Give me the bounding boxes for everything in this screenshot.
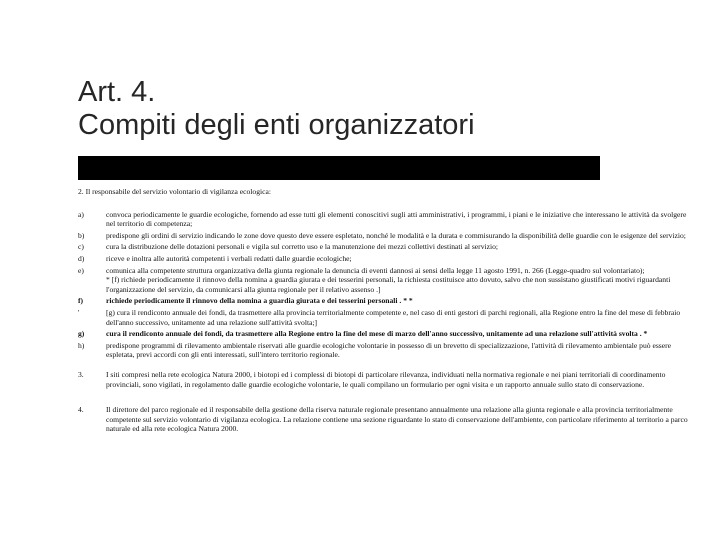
list-item-text [106,210,688,229]
list-item [78,266,688,295]
list-item-text [106,231,688,241]
list-item-marker: a) [78,209,84,219]
paragraph-text: I siti compresi nella rete ecologica Natura 2000, i biotopi ed i complessi di biotopi di particolare rilevanza, individuati nella normativa regionale e nei piani territoriali di coordinamento provinciali, sono vigilati, in regolamento dalle guardie ecologiche volontarie, le quali compilano un formulario per ogni visita e un rapporto annuale sullo stato di conservazione. [106,369,666,389]
list-item [78,308,688,327]
list-item-line: cura la distribuzione delle dotazioni personali e vigila sul corretto uso e la manutenzione dei mezzi collettivi destinati al servizio; [106,242,499,252]
list-item-line: richiede periodicamente il rinnovo della nomina a guardia giurata e dei tesserini personali . * * [106,296,413,306]
list-item [78,231,688,241]
list-item-text [106,266,688,295]
list-item-line: predispone programmi di rilevamento ambientale riservati alle guardie ecologiche volontarie in possesso di un brevetto di specializzazione, l'attività di rilevamento ambientale può essere espletata, previ accordi con gli enti interessati, sull'intero territorio regionale. [106,340,672,360]
list-item [78,242,688,252]
list-item-line: [g) cura il rendiconto annuale dei fondi, da trasmettere alla provincia territorialmente competente e, nel caso di enti gestori di parchi regionali, alla Regione entro la fine del mese di febbraio dell'anno successivo, unitamente ad una relazione sull'attività svolta;] [106,307,681,327]
list-item-text [106,242,688,252]
list-item [78,329,688,339]
list-item-text [106,329,688,339]
list-item [78,210,688,229]
paragraph-text: Il direttore del parco regionale ed il responsabile della gestione della riserva naturale regionale presentano annualmente una relazione alla giunta regionale e alla provincia territorialmente competente sul servizio volontario di vigilanza ecologica. La relazione contiene una sezione riguardante lo stato di conservazione dell'ambiente, con particolare riferimento al territorio a parco naturale ed alla rete ecologica Natura 2000. [106,405,688,434]
list-item-marker: e) [78,265,84,275]
list-item-marker: h) [78,340,85,350]
list-item-line: comunica alla competente struttura organizzativa della giunta regionale la denuncia di eventi dannosi ai sensi della legge 11 agosto 1991, n. 266 (Legge-quadro sul volontariato); [106,265,645,275]
title-divider-bar [78,156,600,180]
list-item-line: predispone gli ordini di servizio indicando le zone dove questo deve essere espletato, nonché le modalità e la durata e commisurando la disponibilità delle guardie con le esigenze del servizio; [106,230,686,240]
intro-text: 2. Il responsabile del servizio volontario di vigilanza ecologica: [78,187,271,196]
article-body [78,187,688,434]
paragraph-number: 4. [78,405,84,415]
list-item-marker: b) [78,230,85,240]
list-item-line: * [f) richiede periodicamente il rinnovo della nomina a guardia giurata e dei tesserini personali, la richiesta costituisce atto dovuto, salvo che non sussistano giustificati motivi riguardanti l'organizzazione del servizio, da comunicarsi alla giunta regionale per il relativo assenso .] [106,275,671,294]
list-item-marker: g) [78,329,85,339]
list-item-text [106,308,688,327]
list-item-marker: ' [78,307,80,317]
list-item [78,254,688,264]
title-line-1: Art. 4. [78,76,156,108]
list-item [78,296,688,306]
list-item-text [106,341,688,360]
list-item-marker: d) [78,253,85,263]
list-item-line: riceve e inoltra alle autorità competenti i verbali redatti dalle guardie ecologiche; [106,253,352,263]
page-title [78,76,678,142]
list-item-marker: f) [78,296,84,306]
list-item-line: convoca periodicamente le guardie ecologiche, fornendo ad esse tutti gli elementi conoscitivi sugli atti amministrativi, i programmi, i piani e le iniziative che interessano le attività da svolgere nel territorio di competenza; [106,209,687,229]
paragraph [78,405,688,434]
paragraph-number: 3. [78,369,84,379]
title-line-2: Compiti degli enti organizzatori [78,109,475,141]
list-item-marker: c) [78,242,84,252]
list-item-text [106,296,688,306]
list-item [78,341,688,360]
list-item-line: cura il rendiconto annuale dei fondi, da trasmettere alla Regione entro la fine del mese di marzo dell'anno successivo, unitamente ad una relazione sull'attività svolta . * [106,329,648,339]
item-list [78,210,688,360]
list-item-text [106,254,688,264]
paragraph [78,370,688,389]
paragraph-list [78,370,688,434]
